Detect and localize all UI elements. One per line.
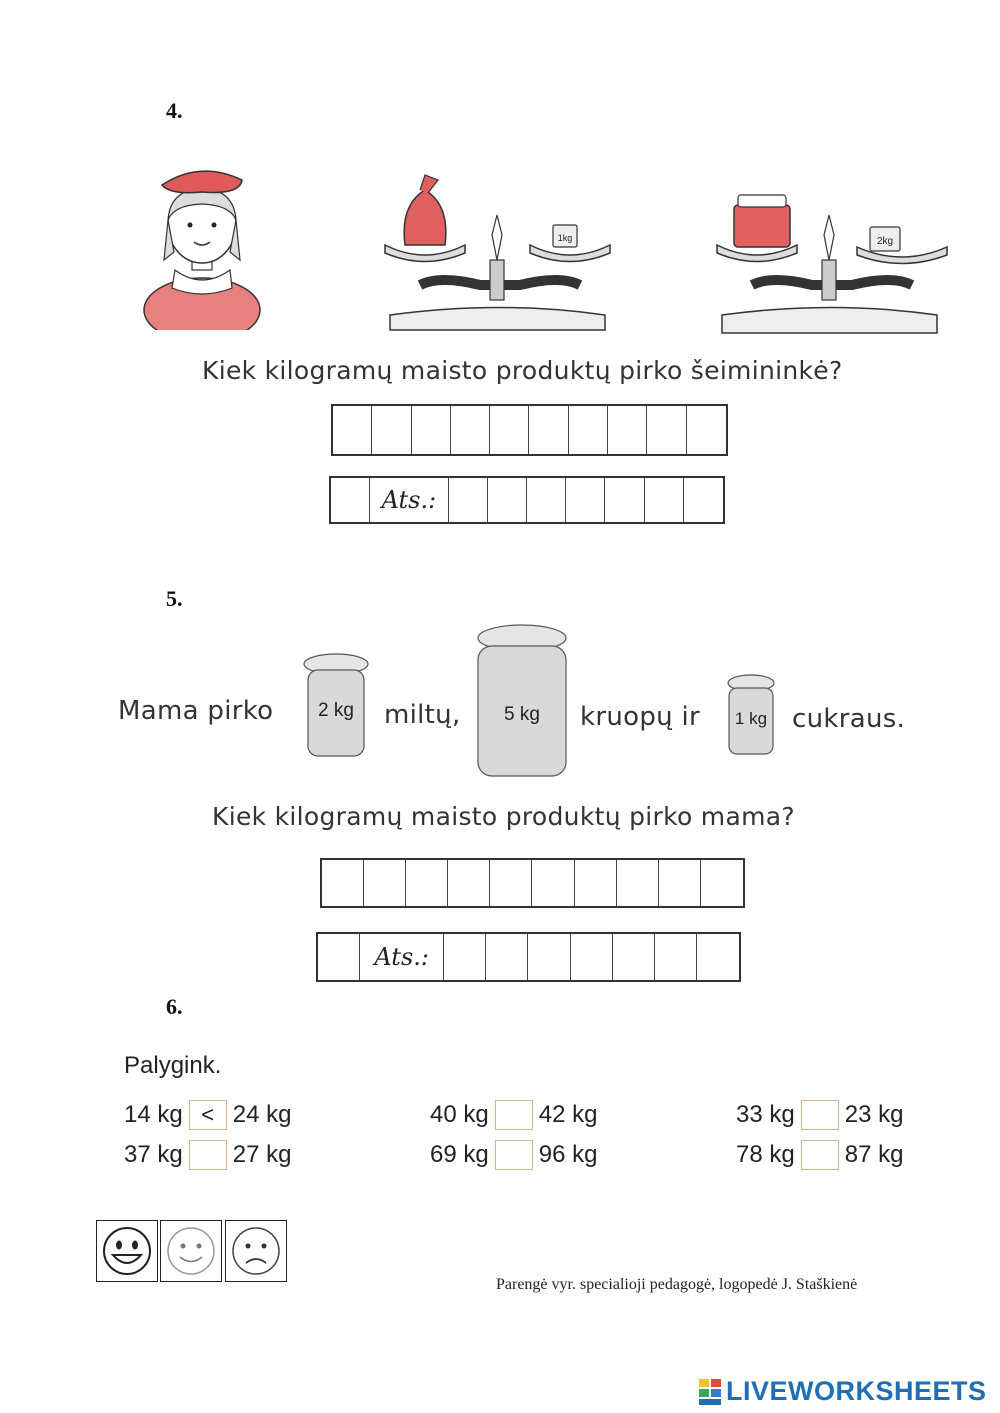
- neutral-smile-face-icon[interactable]: [160, 1220, 222, 1282]
- task5-number: 5.: [166, 586, 183, 611]
- weight-2kg-icon: [300, 650, 372, 760]
- weight-1kg-icon: [724, 672, 778, 758]
- task5-answer-grid[interactable]: [316, 932, 741, 982]
- comparison-sign-box[interactable]: [495, 1100, 533, 1130]
- brand-logo: [698, 1376, 987, 1407]
- comparison-right: 42 kg: [538, 1101, 598, 1128]
- weight2-label: 5 kg: [504, 704, 540, 725]
- comparison-left: 14 kg: [124, 1101, 183, 1128]
- comparison-sign-box[interactable]: [801, 1140, 839, 1170]
- task4-calculation-grid[interactable]: [331, 404, 728, 456]
- comparison-item: [430, 1100, 597, 1130]
- scale-with-sack: [380, 165, 620, 335]
- comparison-left: 33 kg: [736, 1101, 795, 1128]
- comparison-item: [736, 1140, 903, 1170]
- comparison-left: 37 kg: [124, 1141, 183, 1168]
- sad-face-icon[interactable]: [225, 1220, 287, 1282]
- comparison-left: 78 kg: [736, 1141, 795, 1168]
- task5-question: Kiek kilogramų maisto produktų pirko mama?: [212, 802, 795, 831]
- task5-text-part1: Mama pirko: [118, 696, 274, 726]
- scale2-weight-label: 2kg: [876, 236, 894, 247]
- comparison-sign-box[interactable]: [495, 1140, 533, 1170]
- comparison-item: [124, 1100, 291, 1130]
- weight-5kg-icon: [472, 622, 572, 780]
- task4-question: Kiek kilogramų maisto produktų pirko šeimininkė?: [202, 356, 843, 385]
- task5-text-part2: miltų,: [384, 700, 461, 730]
- comparison-right: 23 kg: [844, 1101, 904, 1128]
- comparison-item: [430, 1140, 597, 1170]
- task5-answer-prefix: Ats.:: [360, 934, 444, 980]
- scale1-weight-label: 1kg: [557, 233, 573, 243]
- woman-illustration: [140, 160, 270, 330]
- happy-face-icon[interactable]: [96, 1220, 158, 1282]
- task5-text-part4: cukraus.: [792, 704, 906, 734]
- task6-instruction: Palygink.: [124, 1052, 222, 1079]
- task5-calculation-grid[interactable]: [320, 858, 745, 908]
- comparison-sign-box[interactable]: <: [189, 1100, 227, 1130]
- weight3-label: 1 kg: [734, 709, 768, 728]
- author-credit: Parengė vyr. specialioji pedagogė, logopedė J. Staškienė: [496, 1276, 858, 1293]
- task5-text-part3: kruopų ir: [580, 702, 700, 732]
- weight1-label: 2 kg: [318, 700, 354, 721]
- task4-answer-grid[interactable]: [329, 476, 725, 524]
- brand-name: LIVEWORKSHEETS: [726, 1376, 987, 1406]
- comparison-left: 40 kg: [430, 1101, 489, 1128]
- task6-number: 6.: [166, 994, 183, 1019]
- comparison-right: 87 kg: [844, 1141, 904, 1168]
- task4-number: 4.: [166, 98, 183, 123]
- comparison-right: 27 kg: [232, 1141, 292, 1168]
- task4-answer-prefix: Ats.:: [370, 478, 448, 522]
- liveworksheets-logo-icon: [698, 1377, 722, 1407]
- comparison-sign-box[interactable]: [189, 1140, 227, 1170]
- comparison-sign-box[interactable]: [801, 1100, 839, 1130]
- comparison-item: [124, 1140, 291, 1170]
- comparison-right: 24 kg: [232, 1101, 292, 1128]
- comparison-item: [736, 1100, 903, 1130]
- scale-with-jar: [712, 165, 952, 340]
- comparison-right: 96 kg: [538, 1141, 598, 1168]
- comparison-left: 69 kg: [430, 1141, 489, 1168]
